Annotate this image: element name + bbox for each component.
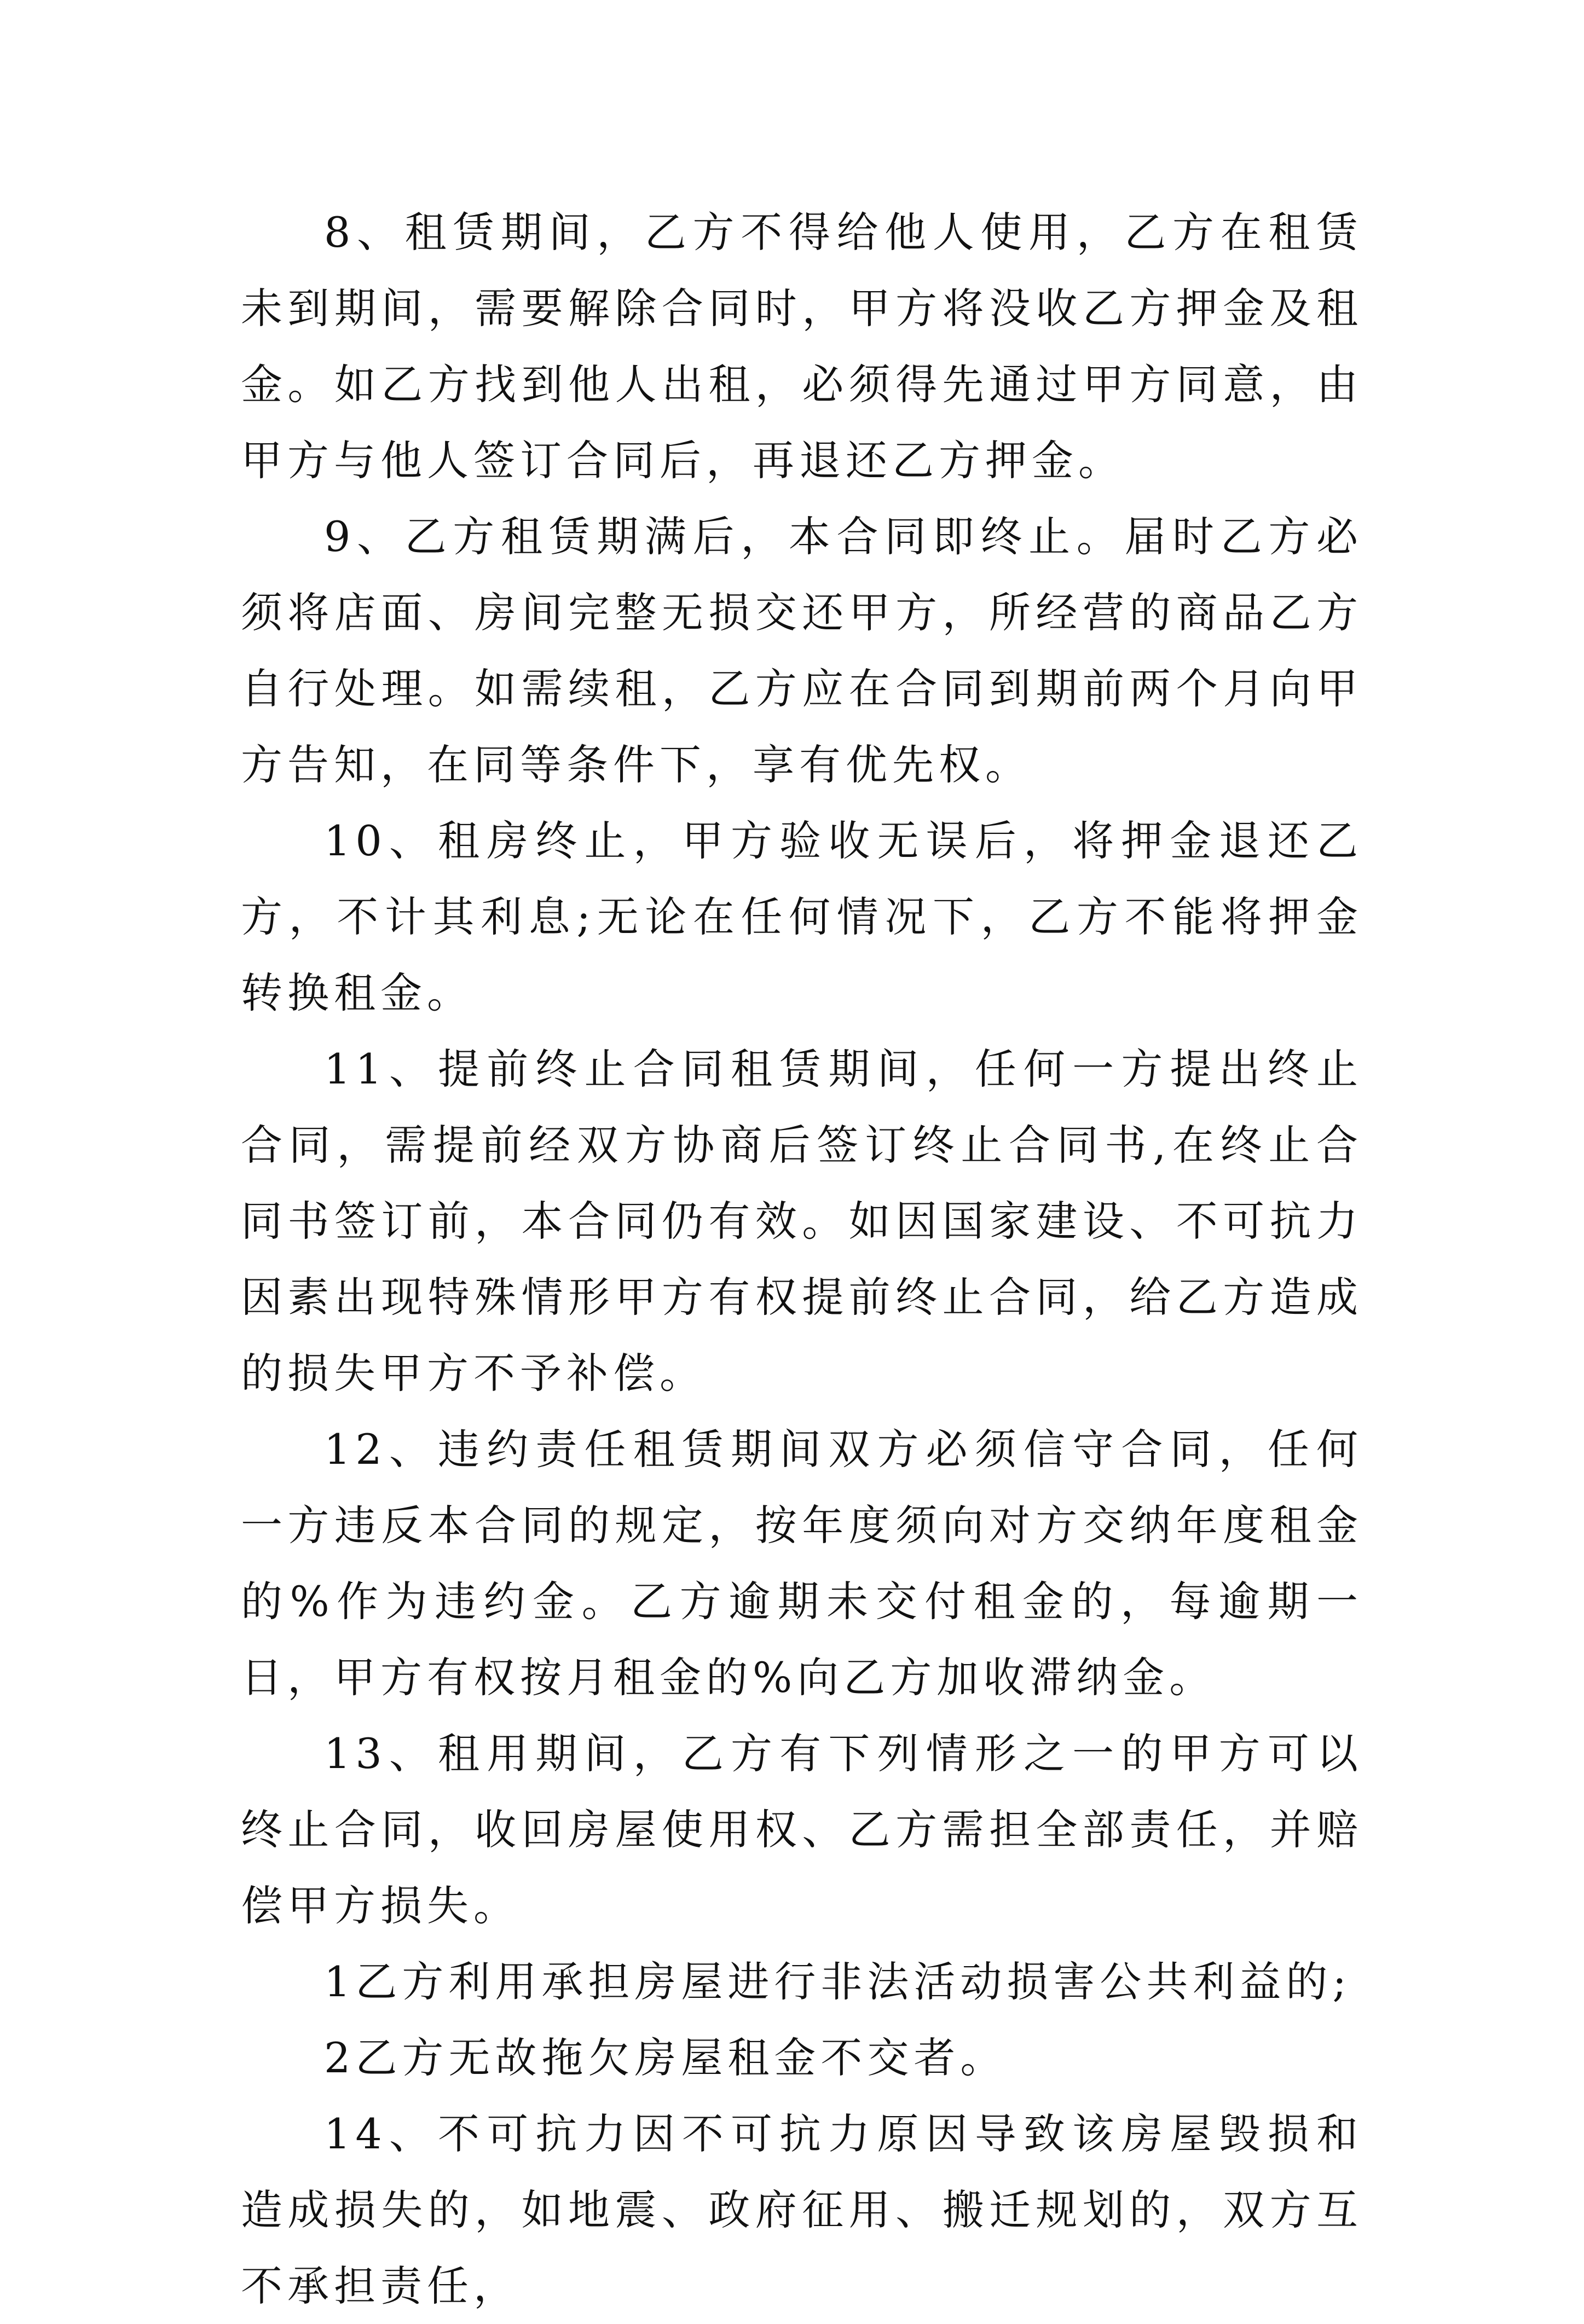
clause-13-item-2: 2乙方无故拖欠房屋租金不交者。 [324,2033,1007,2082]
clause-8: 8、租赁期间，乙方不得给他人使用，乙方在租赁未到期间，需要解除合同时，甲方将没收乙方押金及租金。如乙方找到他人出租，必须得先通过甲方同意，由甲方与他人签订合同后，再退还乙方押金。 [241,208,1363,485]
clause-10: 10、租房终止，甲方验收无误后，将押金退还乙方，不计其利息;无论在任何情况下，乙方不能将押金转换租金。 [241,816,1363,1017]
clause-11: 11、提前终止合同租赁期间，任何一方提出终止合同，需提前经双方协商后签订终止合同书,在终止合同书签订前，本合同仍有效。如因国家建设、不可抗力因素出现特殊情形甲方有权提前终止合同，给乙方造成的损失甲方不予补偿。 [241,1045,1363,1398]
clause-13-item-1: 1乙方利用承担房屋进行非法活动损害公共利益的; [324,1957,1351,2006]
clause-9: 9、乙方租赁期满后，本合同即终止。届时乙方必须将店面、房间完整无损交还甲方，所经营的商品乙方自行处理。如需续租，乙方应在合同到期前两个月向甲方告知，在同等条件下，享有优先权。 [241,512,1363,789]
clause-13: 13、租用期间，乙方有下列情形之一的甲方可以终止合同，收回房屋使用权、乙方需担全部责任，并赔偿甲方损失。 [241,1729,1363,1930]
document-body [241,194,1363,2324]
clause-14: 14、不可抗力因不可抗力原因导致该房屋毁损和造成损失的，如地震、政府征用、搬迁规划的，双方互不承担责任， [241,2109,1363,2310]
clause-12: 12、违约责任租赁期间双方必须信守合同，任何一方违反本合同的规定，按年度须向对方交纳年度租金的%作为违约金。乙方逾期未交付租金的，每逾期一日，甲方有权按月租金的%向乙方加收滞纳金。 [241,1425,1363,1702]
